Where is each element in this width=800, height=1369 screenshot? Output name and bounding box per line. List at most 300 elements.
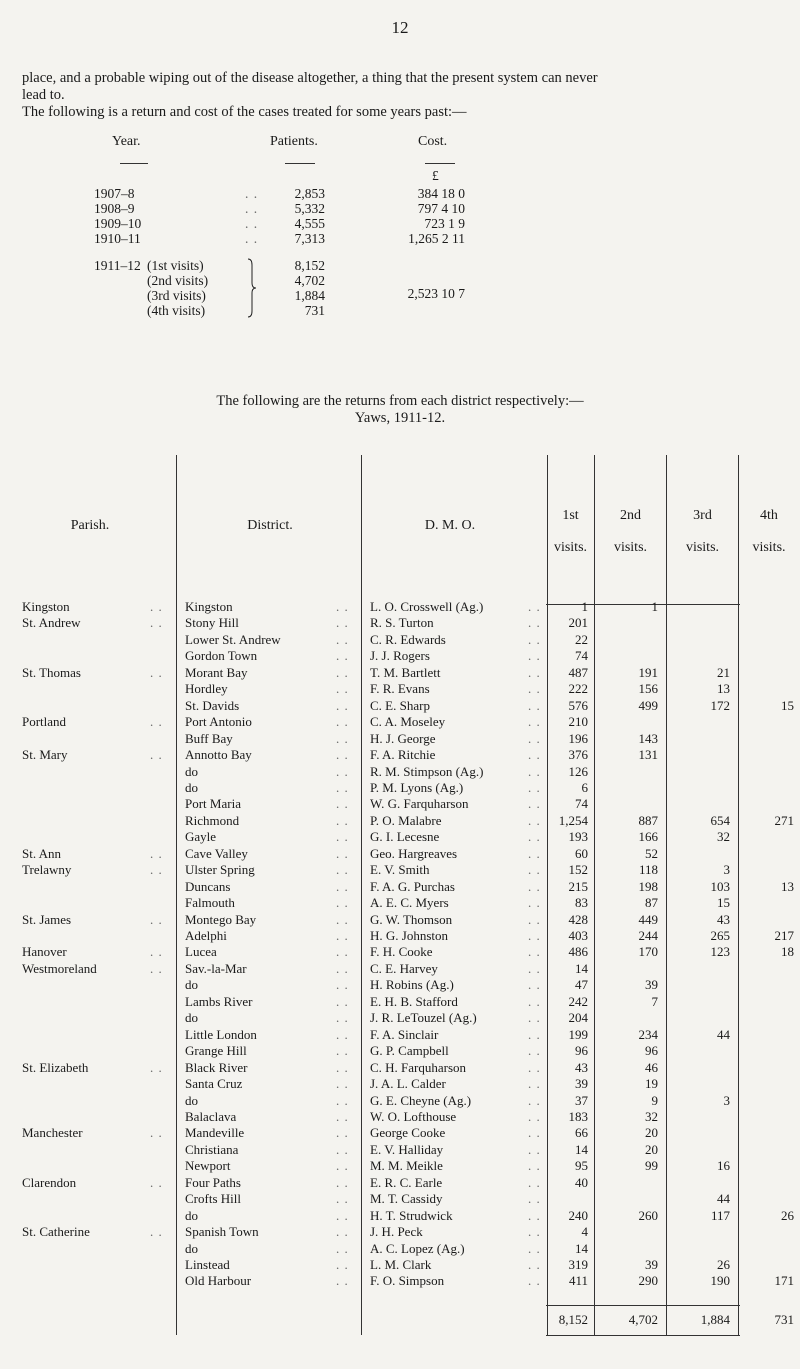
leader-dots: . .	[336, 812, 349, 828]
intro-line-3: The following is a return and cost of the cases treated for some years past:—	[22, 104, 467, 120]
leader-dots: . .	[336, 1207, 349, 1223]
leader-dots: . .	[528, 1207, 541, 1223]
leader-dots: . .	[336, 1141, 349, 1157]
dmo-cell: W. O. Lofthouse	[370, 1108, 457, 1124]
v3-cell: 15	[717, 895, 730, 911]
v3-cell: 3	[723, 1092, 730, 1108]
v3-header-top: 3rd	[693, 508, 712, 523]
summary-year: 1909–10	[94, 216, 142, 231]
district-cell: Santa Cruz	[185, 1076, 243, 1092]
leader-dots: . .	[336, 1026, 349, 1042]
v2-cell: 39	[645, 1257, 658, 1272]
summary-patients: 5,332	[294, 201, 325, 216]
group-label: (3rd visits)	[147, 288, 206, 303]
intro-line-2: lead to.	[22, 87, 65, 103]
dmo-cell: H. Robins (Ag.)	[370, 977, 454, 993]
v3-cell: 103	[710, 878, 730, 894]
leader-dots: . .	[528, 796, 541, 812]
dmo-cell: L. M. Clark	[370, 1257, 432, 1272]
total-v3: 1,884	[700, 1312, 730, 1327]
district-cell: Richmond	[185, 812, 240, 828]
dmo-cell: G. P. Campbell	[370, 1043, 449, 1059]
district-cell: do	[185, 977, 198, 993]
subtitle-line-2: Yaws, 1911-12.	[354, 410, 446, 426]
district-cell: Duncans	[185, 878, 231, 894]
v1-cell: 40	[575, 1174, 588, 1190]
parish-cell: Clarendon	[22, 1174, 77, 1190]
district-cell: Annotto Bay	[185, 747, 252, 763]
leader-dots: . .	[336, 1257, 349, 1272]
v2-cell: 887	[638, 812, 658, 828]
district-cell: Lower St. Andrew	[185, 631, 281, 647]
leader-dots: . .	[336, 681, 349, 697]
leader-dots: . .	[150, 599, 163, 614]
v1-cell: 204	[568, 1010, 588, 1026]
v1-cell: 66	[575, 1125, 588, 1141]
v2-cell: 87	[645, 895, 658, 911]
v1-cell: 126	[568, 763, 588, 779]
district-cell: Little London	[185, 1026, 257, 1042]
leader-dots: . .	[336, 1224, 349, 1240]
leader-dots: . .	[528, 977, 541, 993]
leader-dots: . .	[528, 1158, 541, 1174]
v2-cell: 499	[638, 697, 658, 713]
v1-cell: 215	[568, 878, 588, 894]
leader-dots: . .	[336, 763, 349, 779]
leader-dots: . .	[528, 911, 541, 927]
leader-dots: . .	[336, 615, 349, 631]
v1-cell: 376	[568, 747, 588, 763]
parish-cell: Hanover	[22, 944, 67, 960]
total-v4: 731	[774, 1312, 794, 1327]
v2-cell: 32	[645, 1108, 658, 1124]
leader-dots: . .	[528, 681, 541, 697]
leader-dots: . .	[528, 1059, 541, 1075]
district-cell: do	[185, 1010, 198, 1026]
v1-cell: 411	[568, 1273, 588, 1289]
dmo-cell: G. I. Lecesne	[370, 829, 440, 845]
district-cell: Old Harbour	[185, 1273, 252, 1289]
leader-dots: . .	[336, 878, 349, 894]
district-cell: Four Paths	[185, 1174, 241, 1190]
v1-cell: 487	[568, 664, 588, 680]
v2-cell: 52	[645, 845, 658, 861]
leader-dots: . .	[528, 599, 541, 614]
v1-cell: 74	[575, 796, 588, 812]
dmo-cell: A. E. C. Myers	[370, 895, 449, 911]
v1-cell: 83	[575, 895, 588, 911]
leader-dots: . .	[336, 697, 349, 713]
dmo-cell: F. A. Ritchie	[370, 747, 436, 763]
summary-patients: 2,853	[294, 186, 325, 201]
leader-dots: . .	[336, 895, 349, 911]
leader-dots: . .	[528, 1240, 541, 1256]
dmo-cell: R. M. Stimpson (Ag.)	[370, 763, 484, 779]
leader-dots: . .	[150, 862, 163, 878]
leader-dots: . .	[528, 1273, 541, 1289]
leader-dots: . .	[336, 599, 349, 614]
leader-dots: . .	[336, 911, 349, 927]
col-rule	[176, 455, 177, 1335]
leader-dots: . .	[336, 944, 349, 960]
group-patients: 4,702	[294, 273, 325, 288]
dmo-cell: C. E. Harvey	[370, 960, 438, 976]
leader-dots: . .	[528, 812, 541, 828]
v2-cell: 20	[645, 1141, 658, 1157]
district-cell: Adelphi	[185, 928, 227, 943]
leader-dots: . .	[336, 1174, 349, 1190]
parish-cell: Manchester	[22, 1125, 83, 1141]
parish-cell: Westmoreland	[22, 960, 97, 976]
group-year: 1911–12	[94, 258, 141, 273]
v1-cell: 60	[575, 845, 588, 861]
col-rule	[594, 455, 595, 1335]
leader-dots: . .	[336, 1273, 349, 1289]
leader-dots: . .	[150, 911, 163, 927]
v1-cell: 6	[581, 779, 588, 795]
parish-header: Parish.	[70, 518, 110, 533]
leader-dots: . .	[336, 1043, 349, 1059]
v3-cell: 3	[723, 862, 730, 878]
leader-dots: . .	[528, 878, 541, 894]
v3-cell: 654	[710, 812, 730, 828]
v2-cell: 191	[638, 664, 658, 680]
leader-dots: . .	[336, 648, 349, 664]
summary-patients: 4,555	[294, 216, 325, 231]
v2-cell: 19	[645, 1076, 658, 1092]
summary-year: 1910–11	[94, 231, 141, 246]
summary-patients: 7,313	[294, 231, 325, 246]
leader-dots: . .	[528, 648, 541, 664]
dmo-cell: F. A. Sinclair	[370, 1026, 439, 1042]
leader-dots: . .	[336, 1191, 349, 1207]
group-patients: 731	[304, 303, 325, 318]
patients-header: Patients.	[270, 134, 318, 149]
summary-cost: 797 4 10	[417, 201, 465, 216]
district-cell: Spanish Town	[185, 1224, 259, 1240]
leader-dots: . .	[336, 993, 349, 1009]
v2-header-bottom: visits.	[613, 540, 648, 555]
dmo-cell: M. M. Meikle	[370, 1158, 443, 1174]
district-cell: Cave Valley	[185, 845, 248, 861]
v4-cell: 271	[774, 812, 794, 828]
leader-dots: . .	[336, 714, 349, 730]
v1-cell: 576	[568, 697, 588, 713]
leader-dots: . .	[528, 763, 541, 779]
v4-cell: 217	[774, 928, 794, 943]
district-cell: Stony Hill	[185, 615, 239, 631]
v1-cell: 39	[575, 1076, 588, 1092]
v2-cell: 20	[645, 1125, 658, 1141]
district-cell: Grange Hill	[185, 1043, 247, 1059]
leader-dots: . .	[245, 216, 259, 231]
leader-dots: . .	[336, 1076, 349, 1092]
v1-cell: 486	[568, 944, 588, 960]
leader-dots: . .	[336, 1240, 349, 1256]
v1-cell: 74	[575, 648, 588, 664]
dmo-cell: Geo. Hargreaves	[370, 845, 458, 861]
leader-dots: . .	[336, 747, 349, 763]
v3-cell: 44	[717, 1191, 730, 1207]
v1-cell: 14	[575, 1141, 588, 1157]
v1-cell: 222	[568, 681, 588, 697]
summary-cost: 384 18 0	[417, 186, 465, 201]
leader-dots: . .	[150, 944, 163, 960]
leader-dots: . .	[150, 1174, 163, 1190]
district-cell: Montego Bay	[185, 911, 257, 927]
dmo-cell: M. T. Cassidy	[370, 1191, 443, 1207]
v3-cell: 13	[717, 681, 730, 697]
v3-cell: 265	[710, 928, 730, 943]
leader-dots: . .	[528, 747, 541, 763]
v3-cell: 32	[717, 829, 730, 845]
v2-cell: 131	[638, 747, 658, 763]
group-patients: 8,152	[294, 258, 325, 273]
district-cell: Ulster Spring	[185, 862, 255, 878]
summary-cost: 1,265 2 11	[408, 231, 465, 246]
district-cell: do	[185, 763, 198, 779]
v1-cell: 196	[568, 730, 588, 746]
district-cell: Hordley	[185, 681, 228, 697]
v4-cell: 15	[781, 697, 794, 713]
district-header: District.	[247, 518, 293, 533]
leader-dots: . .	[528, 960, 541, 976]
v3-cell: 16	[717, 1158, 730, 1174]
district-cell: Morant Bay	[185, 664, 248, 680]
leader-dots: . .	[528, 1191, 541, 1207]
v2-cell: 166	[638, 829, 658, 845]
leader-dots: . .	[528, 928, 541, 943]
leader-dots: . .	[150, 714, 163, 730]
v2-cell: 260	[638, 1207, 658, 1223]
leader-dots: . .	[528, 697, 541, 713]
district-cell: Port Maria	[185, 796, 241, 812]
v1-cell: 152	[568, 862, 588, 878]
leader-dots: . .	[528, 862, 541, 878]
col-rule	[666, 455, 667, 1335]
leader-dots: . .	[336, 977, 349, 993]
v1-header-bottom: visits.	[553, 540, 588, 555]
leader-dots: . .	[528, 730, 541, 746]
dmo-cell: C. E. Sharp	[370, 697, 430, 713]
leader-dots: . .	[528, 895, 541, 911]
parish-cell: St. Mary	[22, 747, 68, 763]
leader-dots: . .	[528, 1125, 541, 1141]
v2-cell: 9	[651, 1092, 658, 1108]
district-cell: do	[185, 1207, 198, 1223]
v2-cell: 290	[638, 1273, 658, 1289]
v3-header-bottom: visits.	[685, 540, 720, 555]
district-cell: Port Antonio	[185, 714, 252, 730]
v4-cell: 18	[781, 944, 794, 960]
v1-cell: 22	[575, 631, 588, 647]
v2-cell: 234	[638, 1026, 658, 1042]
leader-dots: . .	[150, 1125, 163, 1141]
dmo-cell: E. H. B. Stafford	[370, 993, 458, 1009]
dmo-cell: H. J. George	[370, 730, 436, 746]
district-cell: Christiana	[185, 1141, 239, 1157]
dmo-cell: W. G. Farquharson	[370, 796, 469, 812]
district-cell: do	[185, 1092, 198, 1108]
leader-dots: . .	[336, 730, 349, 746]
leader-dots: . .	[336, 1092, 349, 1108]
v1-cell: 14	[575, 1240, 588, 1256]
dmo-cell: C. A. Moseley	[370, 714, 446, 730]
v1-cell: 201	[568, 615, 588, 631]
dmo-cell: E. V. Halliday	[370, 1141, 444, 1157]
v3-cell: 172	[710, 697, 730, 713]
leader-dots: . .	[245, 201, 259, 216]
leader-dots: . .	[336, 928, 349, 943]
leader-dots: . .	[528, 1010, 541, 1026]
total-v1: 8,152	[558, 1312, 588, 1327]
dmo-cell: C. H. Farquharson	[370, 1059, 467, 1075]
leader-dots: . .	[150, 664, 163, 680]
dmo-cell: L. O. Crosswell (Ag.)	[370, 599, 484, 614]
district-cell: St. Davids	[185, 697, 240, 713]
parish-cell: Kingston	[22, 599, 70, 614]
district-cell: Buff Bay	[185, 730, 233, 746]
v1-cell: 1,254	[558, 812, 588, 828]
col-rule	[361, 455, 362, 1335]
district-cell: Black River	[185, 1059, 248, 1075]
leader-dots: . .	[336, 631, 349, 647]
dmo-cell: P. M. Lyons (Ag.)	[370, 779, 464, 795]
group-label: (1st visits)	[147, 258, 204, 273]
v1-cell: 43	[575, 1059, 588, 1075]
dmo-cell: G. W. Thomson	[370, 911, 453, 927]
leader-dots: . .	[528, 829, 541, 845]
leader-dots: . .	[528, 1224, 541, 1240]
leader-dots: . .	[336, 1125, 349, 1141]
dmo-cell: E. V. Smith	[370, 862, 430, 878]
dmo-cell: George Cooke	[370, 1125, 446, 1141]
summary-cost: 723 1 9	[424, 216, 465, 231]
v3-cell: 21	[717, 664, 730, 680]
dmo-cell: T. M. Bartlett	[370, 664, 441, 680]
parish-cell: Trelawny	[22, 862, 72, 878]
leader-dots: . .	[336, 960, 349, 976]
col-rule	[547, 455, 548, 1335]
v4-cell: 26	[781, 1207, 794, 1223]
dmo-cell: A. C. Lopez (Ag.)	[370, 1240, 465, 1256]
summary-year: 1908–9	[94, 201, 135, 216]
v4-cell: 171	[774, 1273, 794, 1289]
group-label: (2nd visits)	[147, 273, 209, 288]
v1-cell: 14	[575, 960, 588, 976]
district-cell: Lambs River	[185, 993, 253, 1009]
leader-dots: . .	[528, 779, 541, 795]
currency-symbol: £	[432, 168, 439, 183]
district-cell: Linstead	[185, 1257, 230, 1272]
leader-dots: . .	[336, 1059, 349, 1075]
group-label: (4th visits)	[147, 303, 206, 318]
v1-cell: 428	[568, 911, 588, 927]
v1-cell: 319	[568, 1257, 588, 1272]
v2-header-top: 2nd	[620, 508, 641, 523]
totals-rule	[546, 1305, 740, 1306]
leader-dots: . .	[528, 1043, 541, 1059]
leader-dots: . .	[528, 1092, 541, 1108]
leader-dots: . .	[150, 1059, 163, 1075]
dmo-cell: F. A. G. Purchas	[370, 878, 455, 894]
v1-cell: 199	[568, 1026, 588, 1042]
district-cell: Lucea	[185, 944, 217, 960]
parish-cell: St. Catherine	[22, 1224, 90, 1240]
v2-cell: 170	[638, 944, 658, 960]
dmo-cell: H. T. Strudwick	[370, 1207, 453, 1223]
totals-bottom-rule	[546, 1335, 740, 1336]
district-cell: Mandeville	[185, 1125, 245, 1141]
leader-dots: . .	[528, 631, 541, 647]
intro-line-1: place, and a probable wiping out of the disease altogether, a thing that the present system can never	[22, 70, 598, 86]
dmo-cell: E. R. C. Earle	[370, 1174, 443, 1190]
leader-dots: . .	[528, 615, 541, 631]
leader-dots: . .	[528, 1026, 541, 1042]
v3-cell: 44	[717, 1026, 730, 1042]
total-v2: 4,702	[628, 1312, 658, 1327]
leader-dots: . .	[150, 1224, 163, 1240]
dmo-cell: F. O. Simpson	[370, 1273, 445, 1289]
subtitle-line-1: The following are the returns from each district respectively:—	[216, 393, 584, 409]
parish-cell: St. Elizabeth	[22, 1059, 89, 1075]
summary-year: 1907–8	[94, 186, 135, 201]
dmo-cell: J. J. Rogers	[370, 648, 430, 664]
dmo-cell: J. A. L. Calder	[370, 1076, 446, 1092]
leader-dots: . .	[528, 1174, 541, 1190]
v2-cell: 46	[645, 1059, 658, 1075]
v1-cell: 183	[568, 1108, 588, 1124]
v3-cell: 190	[710, 1273, 730, 1289]
district-cell: Gayle	[185, 829, 217, 845]
district-cell: Kingston	[185, 599, 233, 614]
district-cell: Crofts Hill	[185, 1191, 241, 1207]
v1-cell: 95	[575, 1158, 588, 1174]
cost-header: Cost.	[418, 134, 448, 149]
v1-cell: 210	[568, 714, 588, 730]
v4-header-bottom: visits.	[752, 540, 786, 555]
district-cell: do	[185, 779, 198, 795]
district-cell: Gordon Town	[185, 648, 258, 664]
dmo-cell: H. G. Johnston	[370, 928, 449, 943]
v4-cell: 13	[781, 878, 794, 894]
v2-cell: 39	[645, 977, 658, 993]
v1-cell: 96	[575, 1043, 588, 1059]
leader-dots: . .	[528, 1141, 541, 1157]
leader-dots: . .	[528, 1076, 541, 1092]
leader-dots: . .	[528, 1257, 541, 1272]
district-cell: Newport	[185, 1158, 231, 1174]
v1-cell: 47	[575, 977, 588, 993]
district-cell: Sav.-la-Mar	[185, 960, 247, 976]
parish-cell: Portland	[22, 714, 67, 730]
dmo-cell: R. S. Turton	[370, 615, 434, 631]
dmo-cell: F. R. Evans	[370, 681, 430, 697]
v2-cell: 7	[651, 993, 658, 1009]
leader-dots: . .	[336, 829, 349, 845]
v3-cell: 117	[710, 1207, 730, 1223]
v1-cell: 1	[581, 599, 588, 614]
v2-cell: 1	[651, 599, 658, 614]
v1-cell: 37	[575, 1092, 588, 1108]
v1-cell: 242	[568, 993, 588, 1009]
leader-dots: . .	[336, 862, 349, 878]
leader-dots: . .	[528, 714, 541, 730]
v2-cell: 244	[638, 928, 658, 943]
v3-cell: 43	[717, 911, 730, 927]
v1-cell: 240	[568, 1207, 588, 1223]
parish-cell: St. Thomas	[22, 664, 81, 680]
